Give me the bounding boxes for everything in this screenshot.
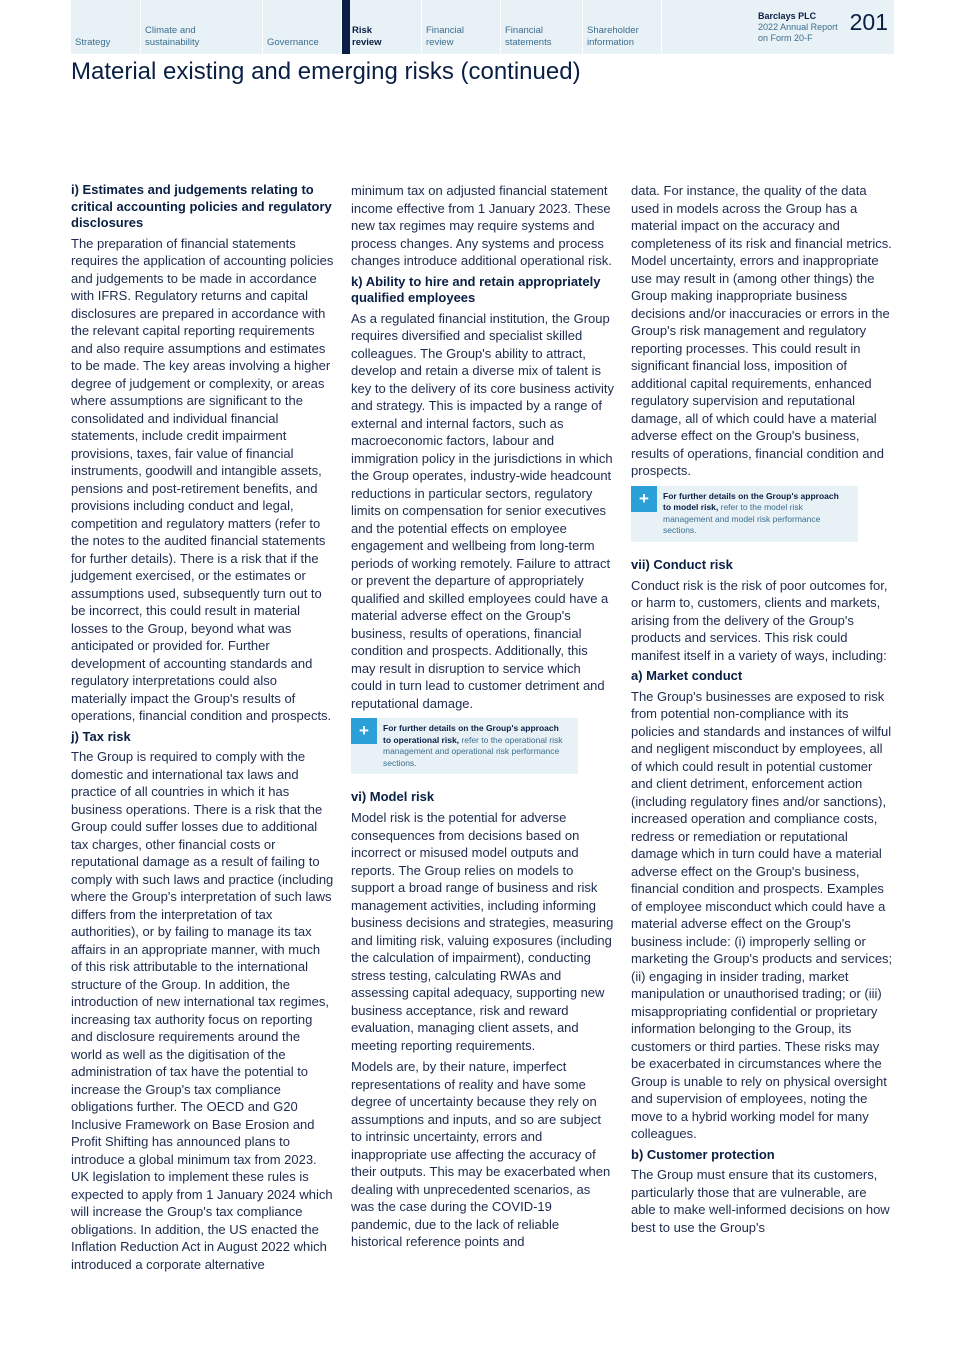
callout-model-risk[interactable]: [631, 486, 858, 542]
tab-strategy[interactable]: Strategy: [71, 0, 141, 54]
heading-estimates-judgements: i) Estimates and judgements relating to critical accounting policies and regulatory disclosures: [71, 182, 332, 230]
heading-model-risk: vi) Model risk: [351, 789, 435, 804]
paragraph-market-conduct: The Group's businesses are exposed to risk from potential non-compliance with its policies and standards and instances of wilful and negligent misconduct by employees, all of which could result in potential customer and client detriment, enforcement action (including regulatory fines and/or sanctions), increased operation and compliance costs, redress or remediation or reputational damage which in turn could have a material adverse effect on the Group's business, financial condition and prospects. Examples of employee misconduct which could have a material adverse effect on the Group's business include: (i) improperly selling or marketing the Group's products and services; (ii) engaging in insider trading, market manipulation or unauthorised trading; or (iii) misappropriating confidential or proprietary information belonging to the Group, its customers or third parties. These risks may be exacerbated in circumstances where the Group is unable to rely on physical oversight and supervision of employees, noting the move to a hybrid working model for many colleagues.: [631, 688, 893, 1141]
paragraph-tax-risk: The Group is required to comply with the domestic and international tax laws and practice of all countries in which it has business operations. There is a risk that the Group could suffer losses due to additional tax charges, other financial costs or reputational damage as a result of failing to comply with such laws and practice (including where the Group's interpretation of such laws differs from the interpretation of tax authorities), or by failing to manage its tax affairs in an appropriate manner, with much of this risk attributable to the international structure of the Group. In addition, the introduction of new international tax regimes, increasing tax authority focus on reporting and disclosure requirements around the world as well as the digitisation of the administration of tax have the potential to increase the Group's tax compliance obligations further. The OECD and G20 Inclusive Framework on Base Erosion and Profit Shifting has announced plans to introduce a global minimum tax from 2023. UK legislation to implement these rules is expected to apply from 1 January 2024 which will increase the Group's tax compliance obligations. In addition, the US enacted the Inflation Reduction Act in August 2022 which introduced a corporate alternative: [71, 749, 334, 1272]
paragraph-model-risk-2: Models are, by their nature, imperfect representations of reality and have some degree of uncertainty because they rely on assumptions and inputs, and so are subject to intrinsic uncertainty, errors and inappropriate use affecting the accuracy of their outputs. This may be exacerbated when dealing with unprecedented scenarios, as was the case during the COVID-19 pandemic, due to the lack of reliable historical reference points and: [351, 1059, 611, 1249]
paragraph-estimates-judgements: The preparation of financial statements requires the application of accounting policies and judgements to be made in accordance with IFRS. Regulatory returns and capital disclosures are prepared in accordance with the relevant capital reporting requirements and also require assumptions and estimates to be made. The key areas involving a higher degree of judgement or complexity, or areas where assumptions are significant to the consolidated and individual financial statements, include credit impairment provisions, taxes, fair value of financial instruments, goodwill and intangible assets, pensions and post-retirement benefits, and provisions including conduct and legal, competition and regulatory matters (refer to the notes to the audited financial statements for further details). There is a risk that if the judgement exercised, or the estimates or assumptions used, subsequently turn out to be incorrect, this could result in material losses to the Group, beyond what was anticipated or provided for. Further development of accounting standards and regulatory interpretations could also materially impact the Group's results of operations, financial condition and prospects.: [71, 235, 334, 723]
paragraph-hire-retain: As a regulated financial institution, the Group requires diversified and specialist skilled colleagues. The Group's ability to attract, develop and retain a diverse mix of talent is key to the delivery of its core business activity and strategy. This is impacted by a range of external and internal factors, such as macroeconomic factors, labour and immigration policy in the jurisdictions in which the Group operates, industry-wide headcount reductions in particular sectors, regulatory limits on compensation for senior executives and the potential effects on employee engagement and wellbeing from long-term periods of working remotely. Failure to attract or prevent the departure of appropriately qualified and skilled employees could have a material adverse effect on the Group's business, results of operations, financial condition and prospects. Additionally, this may result in disruption to service which could in turn lead to customer detriment and reputational damage.: [351, 310, 615, 711]
report-brand: [662, 0, 894, 54]
page-title: Material existing and emerging risks (continued): [71, 58, 581, 85]
tab-governance[interactable]: Governance: [263, 0, 342, 54]
paragraph-customer-protection: The Group must ensure that its customers, particularly those that are vulnerable, are able to make well-informed decisions on how best to use the Group's: [631, 1167, 890, 1235]
text-column-1: [71, 182, 334, 1277]
callout-model-risk-text: refer to the model risk management and model risk performance sections.: [663, 502, 821, 535]
tab-shareholder-information[interactable]: Shareholder information: [583, 0, 662, 54]
callout-operational-risk-text: refer to the operational risk management and operational risk performance sections.: [383, 734, 563, 768]
plus-icon: +: [631, 486, 657, 512]
heading-customer-protection: b) Customer protection: [631, 1146, 775, 1162]
page-number: 201: [849, 9, 888, 35]
report-name: 2022 Annual Report on Form 20-F: [758, 22, 838, 43]
report-info: [758, 11, 838, 44]
callout-operational-risk[interactable]: [351, 718, 578, 774]
paragraph-model-risk-1: Model risk is the potential for adverse consequences from decisions based on incorrect or misused model outputs and reports. The Group relies on models to support a broad range of business and risk management activities, including informing business decisions and strategies, measuring and limiting risk, valuing exposures (including the calculation of impairment), conducting stress testing, calculating RWAs and assessing capital adequacy, supporting new business acceptance, risk and reward evaluation, managing client assets, and meeting reporting requirements.: [351, 810, 614, 1053]
text-column-2: [351, 182, 614, 1255]
heading-market-conduct: a) Market conduct: [631, 668, 743, 683]
active-tab-indicator: [342, 0, 350, 54]
callout-operational-risk-lead: For further details on the Group's approach to operational risk,: [383, 723, 559, 745]
heading-tax-risk: j) Tax risk: [71, 728, 131, 744]
paragraph-conduct-risk: Conduct risk is the risk of poor outcomes for, or harm to, customers, clients and markets, arising from the delivery of the Group's products and services. This risk could manifest itself in a variety of ways, including:: [631, 577, 888, 663]
section-nav: [71, 0, 894, 54]
text-column-3: [631, 182, 894, 1240]
heading-conduct-risk: vii) Conduct risk: [631, 556, 733, 572]
tab-financial-statements[interactable]: Financial statements: [501, 0, 583, 54]
heading-hire-retain: k) Ability to hire and retain appropriately qualified employees: [351, 273, 601, 305]
callout-model-risk-lead: For further details on the Group's approach to model risk,: [663, 490, 839, 512]
tab-financial-review[interactable]: Financial review: [422, 0, 501, 54]
paragraph-tax-risk-continued: minimum tax on adjusted financial statement income effective from 1 January 2023. These new tax regimes may require systems and process changes. Any systems and process changes introduce additional operational risk.: [351, 183, 612, 268]
tab-climate-and-sustainability[interactable]: Climate and sustainability: [141, 0, 263, 54]
company-name: Barclays PLC: [758, 11, 817, 21]
plus-icon: +: [351, 718, 377, 744]
tab-risk-review[interactable]: Risk review: [342, 0, 422, 54]
paragraph-model-risk-continued: data. For instance, the quality of the data used in models across the Group has a material impact on the accuracy and completeness of its risk and financial metrics. Model uncertainty, errors and inappropriate use may result in (among other things) the Group making inappropriate business decisions and/or inaccuracies or errors in the Group's risk management and regulatory reporting processes. This could result in significant financial loss, imposition of additional capital requirements, enhanced regulatory supervision and reputational damage, all of which could have a material adverse effect on the Group's business, results of operations, financial condition and prospects.: [631, 183, 892, 478]
